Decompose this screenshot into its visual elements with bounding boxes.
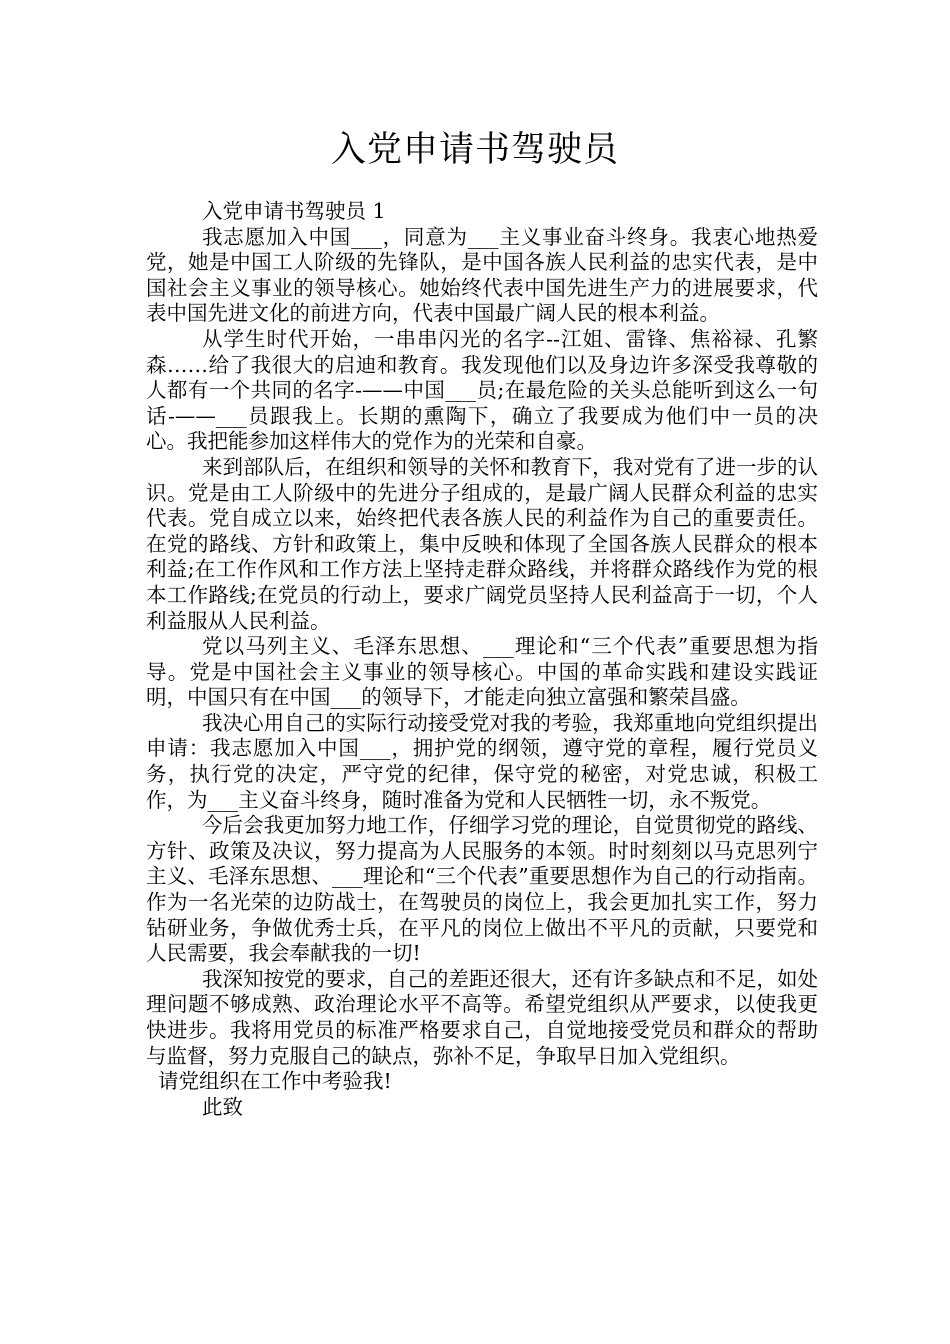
paragraph-7: 我深知按党的要求，自己的差距还很大，还有许多缺点和不足，如处理问题不够成熟、政治理论水平不高等。希望党组织从严要求，以使我更快进步。我将用党员的标准严格要求自己，自觉地接受党员和群众的帮助与监督，努力克服自己的缺点，弥补不足，争取早日加入党组织。: [146, 966, 818, 1068]
paragraph-1: 我志愿加入中国___，同意为___主义事业奋斗终身。我衷心地热爱党，她是中国工人阶级的先锋队，是中国各族人民利益的忠实代表，是中国社会主义事业的领导核心。她始终代表中国先进生产力的进展要求，代表中国先进文化的前进方向，代表中国最广阔人民的根本利益。: [146, 224, 818, 326]
paragraph-4: 党以马列主义、毛泽东思想、___理论和“三个代表”重要思想为指导。党是中国社会主义事业的领导核心。中国的革命实践和建设实践证明，中国只有在中国___的领导下，才能走向独立富强和繁荣昌盛。: [146, 634, 818, 710]
paragraph-5: 我决心用自己的实际行动接受党对我的考验，我郑重地向党组织提出申请：我志愿加入中国___，拥护党的纲领，遵守党的章程，履行党员义务，执行党的决定，严守党的纪律，保守党的秘密，对党忠诚，积极工作，为___主义奋斗终身，随时准备为党和人民牺牲一切，永不叛党。: [146, 710, 818, 812]
paragraph-6: 今后会我更加努力地工作，仔细学习党的理论，自觉贯彻党的路线、方针、政策及决议，努力提高为人民服务的本领。时时刻刻以马克思列宁主义、毛泽东思想、___理论和“三个代表”重要思想作为自己的行动指南。作为一名光荣的边防战士，在驾驶员的岗位上，我会更加扎实工作，努力钻研业务，争做优秀士兵，在平凡的岗位上做出不平凡的贡献，只要党和人民需要，我会奉献我的一切!: [146, 813, 818, 966]
salutation: 此致: [202, 1094, 243, 1119]
document-subtitle: 入党申请书驾驶员 1: [202, 199, 386, 223]
document-title: 入党申请书驾驶员: [330, 130, 619, 170]
closing-line: 请党组织在工作中考验我!: [158, 1069, 392, 1094]
document-body: [146, 199, 818, 1120]
paragraph-2: 从学生时代开始，一串串闪光的名字--江姐、雷锋、焦裕禄、孔繁森……给了我很大的启迪和教育。我发现他们以及身边许多深受我尊敬的人都有一个共同的名字-——中国___员;在最危险的关头总能听到这么一句话-——___员跟我上。长期的熏陶下，确立了我要成为他们中一员的决心。我把能参加这样伟大的党作为的光荣和自豪。: [146, 326, 818, 454]
paragraph-3: 来到部队后，在组织和领导的关怀和教育下，我对党有了进一步的认识。党是由工人阶级中的先进分子组成的，是最广阔人民群众利益的忠实代表。党自成立以来，始终把代表各族人民的利益作为自己的重要责任。在党的路线、方针和政策上，集中反映和体现了全国各族人民群众的根本利益;在工作作风和工作方法上坚持走群众路线，并将群众路线作为党的根本工作路线;在党员的行动上，要求广阔党员坚持人民利益高于一切，个人利益服从人民利益。: [146, 454, 818, 633]
